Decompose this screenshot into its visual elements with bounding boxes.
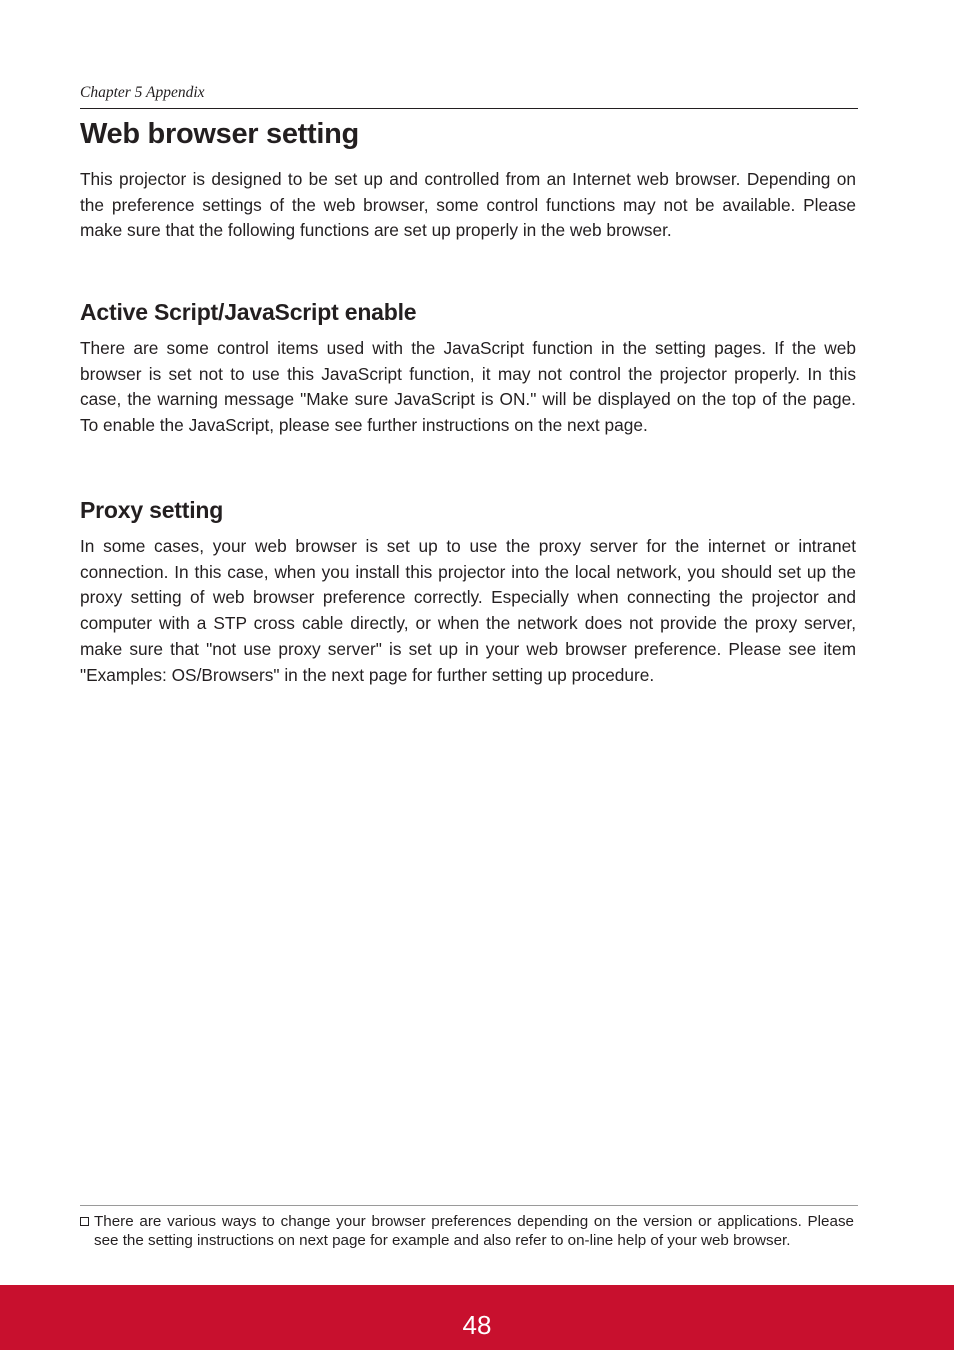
section-heading-javascript: Active Script/JavaScript enable: [80, 299, 417, 325]
page-title: Web browser setting: [80, 118, 359, 150]
chapter-header: Chapter 5 Appendix: [80, 84, 205, 101]
footnote: [80, 1212, 854, 1250]
note-box-icon: [80, 1217, 89, 1226]
header-divider: [80, 108, 858, 109]
footnote-divider: [80, 1205, 858, 1206]
section-body-javascript: There are some control items used with the JavaScript function in the setting pages. If the web browser is set not to use this JavaScript function, it may not control the projector properly. In this case, the warning message "Make sure JavaScript is ON." will be displayed on the top of the page. To enable the JavaScript, please see further instructions on the next page.: [80, 338, 856, 436]
footnote-text: There are various ways to change your browser preferences depending on the version or applications. Please see the setting instructions on next page for example and also refer to on-line help of your web browser.: [94, 1213, 854, 1249]
section-body-proxy: In some cases, your web browser is set up to use the proxy server for the internet or intranet connection. In this case, when you install this projector into the local network, you should set up the proxy setting of web browser preference correctly. Especially when connecting the projector and computer with a STP cross cable directly, or when the network does not provide the proxy server, make sure that "not use proxy server" is set up in your web browser preference. Please see item "Examples: OS/Browsers" in the next page for further setting up procedure.: [80, 536, 856, 685]
page-number: 48: [462, 1310, 492, 1340]
section-heading-proxy: Proxy setting: [80, 497, 224, 523]
intro-paragraph: This projector is designed to be set up and controlled from an Internet web browser. Depending on the preference settings of the web browser, some control functions may not be available. Please make sure that the following functions are set up properly in the web browser.: [80, 169, 856, 241]
